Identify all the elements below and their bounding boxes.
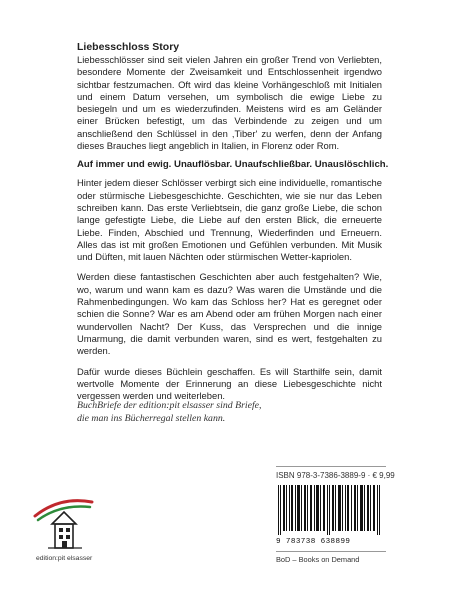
series-note-line-1: BuchBriefe der edition:pit elsasser sind Briefe, bbox=[77, 400, 262, 411]
series-note bbox=[77, 399, 397, 425]
paragraph-intro: Liebesschlösser sind seit vielen Jahren ein großer Trend von Verliebten, besondere Momente der Zweisamkeit und Entschlossenheit irgendwo sichtbar festzumachen. Oft wird das kleine Vorhängeschloß mit Initialen und einem Datum versehen, um symbolisch die ewige Liebe zu besiegeln und um es wiederzufinden. Meistens wird es am Geländer einer Brücken befestigt, um das Verbindende zu zeigen und um anschließend den Schlüssel in den ,Tiber' zu werfen, denn der Anfang dieses Brauches liegt angeblich in Italien, in Florenz oder Rom. bbox=[77, 54, 382, 152]
back-cover-text bbox=[77, 40, 389, 402]
story-title: Liebesschloss Story bbox=[77, 41, 180, 53]
publisher-bod: BoD – Books on Demand bbox=[276, 551, 386, 564]
publisher-logo-label: edition:pit elsasser bbox=[36, 555, 93, 562]
series-note-line-2: die man ins Bücherregal stellen kann. bbox=[77, 413, 226, 424]
publisher-logo-icon bbox=[30, 494, 100, 554]
headline: Auf immer und ewig. Unauflösbar. Unaufschließbar. Unauslöschlich. bbox=[77, 159, 389, 171]
paragraph-questions: Werden diese fantastischen Geschichten aber auch festgehalten? Wie, wo, warum und wann kam es dazu? Was waren die Umstände und die Rahmenbedingungen. Wo kam das Schloss her? Hat es geregnet oder schien die Sonne? War es am Abend oder am frühen Morgen nach einer wundervollen Nacht? Der Kuss, das Versprechen und die innige Umarmung, die damit verbunden waren, sind es wert, festgehalten zu werden. bbox=[77, 271, 382, 357]
paragraph-stories: Hinter jedem dieser Schlösser verbirgt sich eine individuelle, romantische oder stürmische Liebesgeschichte. Geschichten, wie sie nur das Leben schreiben kann. Das erste Verliebtsein, die ganz große Liebe, die schon lange gefestigte Liebe, die Liebe auf den ersten Blick, die erneuerte Liebe. Finden, Abschied und Trennung, Wiederfinden und Erneuern. Alles das ist mit großen Emotionen und Gefühlen verbunden. Mit Musik und Düften, mit lauen Nächten oder stürmischen Wetter-kapriolen. bbox=[77, 177, 382, 263]
isbn-price: ISBN 978-3-7386-3889-9 · € 9,99 bbox=[276, 466, 386, 480]
paragraph-purpose: Dafür wurde dieses Büchlein geschaffen. Es will Starthilfe sein, damit wertvolle Momente der Erinnerung an diese Liebesgeschichte nicht vergessen werden und weiterleben. bbox=[77, 365, 382, 402]
barcode-number: 9 783738 638899 bbox=[276, 538, 351, 546]
barcode-icon bbox=[276, 485, 386, 535]
